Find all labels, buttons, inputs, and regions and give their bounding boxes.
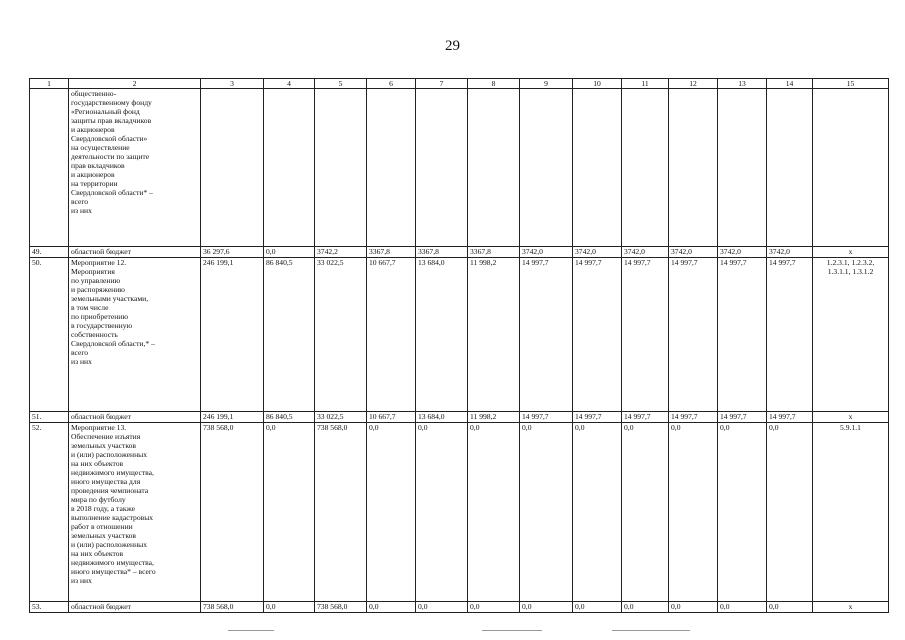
value-cell: 0,0 <box>416 602 468 613</box>
row-description: общественно- государственному фонду «Региональный фонд защиты прав вкладчиков и акционеров Свердловской области» на осуществление деятельности по защите прав вкладчиков и акционеров на территории Свердловской области* – всего из них <box>69 89 201 247</box>
value-cell: 0,0 <box>669 602 718 613</box>
header-cell: 2 <box>69 79 201 89</box>
value-cell: 3367,8 <box>468 247 520 258</box>
value-cell: 3742,0 <box>669 247 718 258</box>
header-cell: 14 <box>767 79 813 89</box>
header-cell: 6 <box>367 79 416 89</box>
value-cell: 246 199,1 <box>201 258 264 412</box>
scan-mark <box>482 630 542 631</box>
value-cell <box>573 89 622 247</box>
row-number: 50. <box>30 258 69 412</box>
value-cell: 14 997,7 <box>622 412 669 423</box>
header-cell: 4 <box>264 79 315 89</box>
target-reference: 1.2.3.1, 1.2.3.2, 1.3.1.1, 1.3.1.2 <box>813 258 889 412</box>
value-cell: 0,0 <box>367 423 416 602</box>
value-cell: 0,0 <box>264 247 315 258</box>
value-cell <box>622 89 669 247</box>
row-description: Мероприятие 13. Обеспечение изъятия земельных участков и (или) расположенных на них объектов недвижимого имущества, иного имущества для проведения чемпионата мира по футболу в 2018 году, а также выполнение кадастровых работ в отношении земельных участков и (или) расположенных на них объектов недвижимого имущества, иного имущества* – всего из них <box>69 423 201 602</box>
value-cell: 0,0 <box>264 423 315 602</box>
value-cell: 0,0 <box>669 423 718 602</box>
header-cell: 13 <box>718 79 767 89</box>
value-cell: 13 684,0 <box>416 412 468 423</box>
value-cell: 3742,0 <box>718 247 767 258</box>
value-cell: 0,0 <box>622 423 669 602</box>
value-cell <box>416 89 468 247</box>
value-cell: 0,0 <box>264 602 315 613</box>
value-cell: 738 568,0 <box>315 423 367 602</box>
header-cell: 9 <box>520 79 573 89</box>
target-reference <box>813 89 889 247</box>
header-cell: 10 <box>573 79 622 89</box>
value-cell: 0,0 <box>468 602 520 613</box>
value-cell: 14 997,7 <box>718 412 767 423</box>
row-number: 51. <box>30 412 69 423</box>
value-cell: 0,0 <box>468 423 520 602</box>
value-cell: 0,0 <box>416 423 468 602</box>
value-cell: 0,0 <box>573 602 622 613</box>
value-cell: 11 998,2 <box>468 412 520 423</box>
value-cell: 0,0 <box>767 602 813 613</box>
value-cell: 0,0 <box>520 423 573 602</box>
row-description: областной бюджет <box>69 602 201 613</box>
header-cell: 7 <box>416 79 468 89</box>
target-reference: 5.9.1.1 <box>813 423 889 602</box>
value-cell: 0,0 <box>718 423 767 602</box>
value-cell: 14 997,7 <box>718 258 767 412</box>
value-cell <box>468 89 520 247</box>
value-cell: 0,0 <box>573 423 622 602</box>
header-cell: 3 <box>201 79 264 89</box>
value-cell: 3742,2 <box>315 247 367 258</box>
table-row <box>30 89 889 247</box>
row-number: 53. <box>30 602 69 613</box>
value-cell: 10 667,7 <box>367 258 416 412</box>
target-reference: х <box>813 412 889 423</box>
value-cell: 0,0 <box>718 602 767 613</box>
row-description: Мероприятие 12. Мероприятия по управлению и распоряжению земельными участками, в том числе по приобретению в государственную собственность Свердловской области,* – всего из них <box>69 258 201 412</box>
value-cell: 14 997,7 <box>520 412 573 423</box>
value-cell: 10 667,7 <box>367 412 416 423</box>
header-cell: 5 <box>315 79 367 89</box>
scan-mark <box>612 630 690 631</box>
value-cell <box>201 89 264 247</box>
value-cell: 14 997,7 <box>622 258 669 412</box>
value-cell: 738 568,0 <box>201 423 264 602</box>
value-cell <box>367 89 416 247</box>
row-number: 49. <box>30 247 69 258</box>
value-cell: 33 022,5 <box>315 412 367 423</box>
value-cell: 3742,0 <box>573 247 622 258</box>
header-cell: 15 <box>813 79 889 89</box>
value-cell: 0,0 <box>767 423 813 602</box>
table-row <box>30 247 889 258</box>
value-cell: 14 997,7 <box>520 258 573 412</box>
value-cell <box>264 89 315 247</box>
row-description: областной бюджет <box>69 247 201 258</box>
page-number: 29 <box>445 38 460 54</box>
row-number: 52. <box>30 423 69 602</box>
target-reference: х <box>813 247 889 258</box>
header-cell: 8 <box>468 79 520 89</box>
value-cell: 14 997,7 <box>669 412 718 423</box>
value-cell: 14 997,7 <box>573 412 622 423</box>
value-cell: 14 997,7 <box>669 258 718 412</box>
value-cell: 3367,8 <box>416 247 468 258</box>
value-cell: 3742,0 <box>622 247 669 258</box>
value-cell: 11 998,2 <box>468 258 520 412</box>
value-cell: 738 568,0 <box>315 602 367 613</box>
value-cell <box>520 89 573 247</box>
value-cell: 13 684,0 <box>416 258 468 412</box>
value-cell <box>315 89 367 247</box>
row-description: областной бюджет <box>69 412 201 423</box>
table-row <box>30 423 889 602</box>
value-cell: 0,0 <box>367 602 416 613</box>
value-cell <box>669 89 718 247</box>
header-row <box>30 79 889 89</box>
scan-mark <box>228 630 274 631</box>
budget-table <box>29 78 889 613</box>
value-cell: 33 022,5 <box>315 258 367 412</box>
value-cell: 14 997,7 <box>767 258 813 412</box>
value-cell: 0,0 <box>520 602 573 613</box>
table-row <box>30 412 889 423</box>
value-cell: 86 840,5 <box>264 412 315 423</box>
value-cell: 36 297,6 <box>201 247 264 258</box>
table-row <box>30 602 889 613</box>
value-cell: 86 840,5 <box>264 258 315 412</box>
value-cell: 14 997,7 <box>767 412 813 423</box>
value-cell: 738 568,0 <box>201 602 264 613</box>
value-cell: 246 199,1 <box>201 412 264 423</box>
value-cell: 14 997,7 <box>573 258 622 412</box>
header-cell: 12 <box>669 79 718 89</box>
target-reference: х <box>813 602 889 613</box>
value-cell <box>718 89 767 247</box>
value-cell: 3742,0 <box>520 247 573 258</box>
row-number <box>30 89 69 247</box>
header-cell: 1 <box>30 79 69 89</box>
header-cell: 11 <box>622 79 669 89</box>
value-cell: 3742,0 <box>767 247 813 258</box>
value-cell: 0,0 <box>622 602 669 613</box>
value-cell: 3367,8 <box>367 247 416 258</box>
value-cell <box>767 89 813 247</box>
table-row <box>30 258 889 412</box>
